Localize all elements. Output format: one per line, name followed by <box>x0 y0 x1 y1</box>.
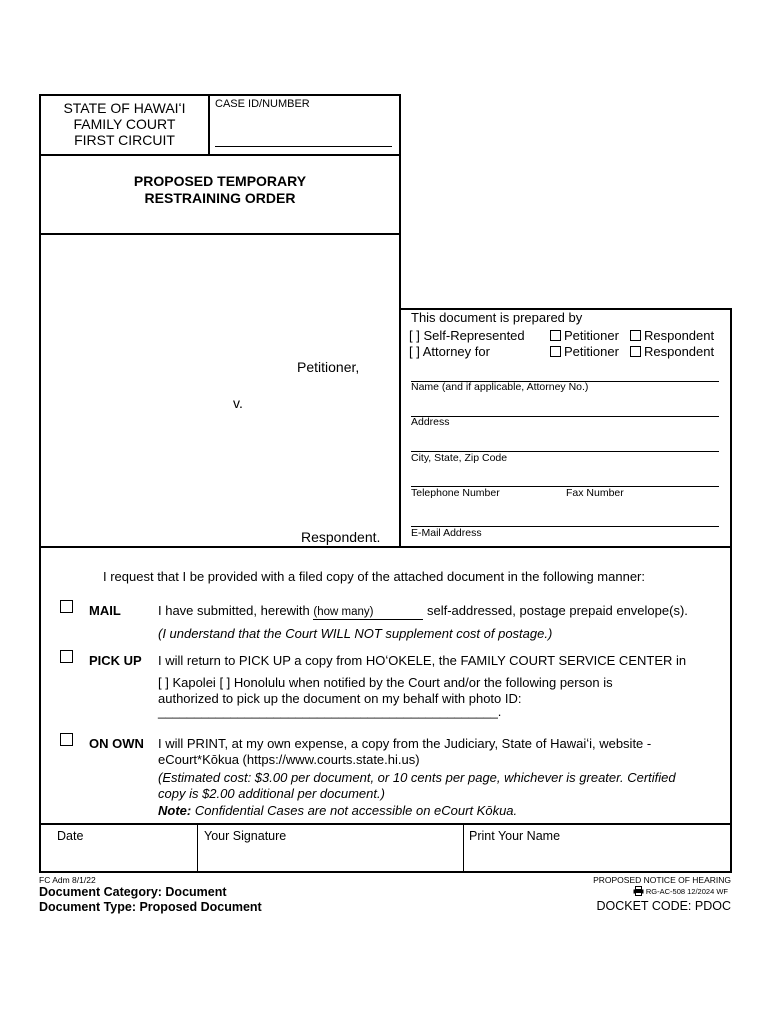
pickup-text-3: authorized to pick up the document on my behalf with photo ID: <box>158 691 522 706</box>
court-name <box>42 100 207 148</box>
title-line-2: RESTRAINING ORDER <box>144 190 296 206</box>
email-label: E-Mail Address <box>411 527 482 539</box>
address-label: Address <box>411 416 450 428</box>
case-id-label: CASE ID/NUMBER <box>215 98 310 110</box>
signature-divider-1 <box>197 824 198 873</box>
honolulu-option[interactable]: [ ] Honolulu when notified by the Court and/or the following person is <box>219 675 613 690</box>
caption-bottom-border <box>39 546 732 548</box>
note-label: Note: <box>158 803 192 818</box>
court-line-2: FAMILY COURT <box>73 116 176 132</box>
versus-label: v. <box>233 395 243 411</box>
mail-text-a: I have submitted, herewith <box>158 603 310 618</box>
attorney-respondent-label: Respondent <box>644 344 715 359</box>
notice-title: PROPOSED NOTICE OF HEARING <box>593 875 731 885</box>
on-own-checkbox[interactable] <box>60 733 73 746</box>
kapolei-option[interactable]: [ ] Kapolei <box>158 675 216 690</box>
court-line-3: FIRST CIRCUIT <box>74 132 175 148</box>
title-line-1: PROPOSED TEMPORARY <box>133 173 307 189</box>
rg-code: RG-AC-508 12/2024 WF <box>645 887 728 896</box>
attorney-respondent-option[interactable] <box>630 344 714 359</box>
how-many-input[interactable] <box>313 606 423 620</box>
header-top-border <box>39 94 401 96</box>
header-divider <box>208 94 210 155</box>
title-bottom-border <box>39 233 401 235</box>
mail-checkbox[interactable] <box>60 600 73 613</box>
self-respondent-label: Respondent <box>644 328 715 343</box>
on-own-text-4: copy is $2.00 additional per document.) <box>158 786 385 801</box>
attorney-respondent-checkbox[interactable] <box>630 346 641 357</box>
request-intro: I request that I be provided with a filed copy of the attached document in the following manner: <box>103 569 645 584</box>
court-line-1: STATE OF HAWAIʻI <box>63 100 186 116</box>
pickup-text-2 <box>158 675 613 690</box>
on-own-text-1: I will PRINT, at my own expense, a copy from the Judiciary, State of Hawaiʻi, website - <box>158 736 652 751</box>
header-right-border <box>399 94 401 309</box>
city-label: City, State, Zip Code <box>411 452 508 464</box>
mail-label: MAIL <box>89 603 121 618</box>
signature-top-border <box>39 823 732 825</box>
header-bottom-border <box>39 154 401 156</box>
rg-code-row <box>633 886 728 896</box>
outer-left-border <box>39 94 41 547</box>
phone-label: Telephone Number <box>411 487 500 499</box>
preparer-heading: This document is prepared by <box>411 310 583 325</box>
self-petitioner-checkbox[interactable] <box>550 330 561 341</box>
attorney-label: Attorney for <box>422 344 490 359</box>
on-own-text-2: eCourt*Kōkua (https://www.courts.state.hi.us) <box>158 752 420 767</box>
attorney-bracket[interactable]: [ ] <box>409 344 420 359</box>
self-petitioner-option[interactable] <box>550 328 619 343</box>
mail-text-b: self-addressed, postage prepaid envelope(s). <box>427 603 688 618</box>
pickup-person-input[interactable]: _______________________________________________. <box>158 704 502 719</box>
attorney-petitioner-checkbox[interactable] <box>550 346 561 357</box>
name-label: Name (and if applicable, Attorney No.) <box>411 381 589 393</box>
attorney-petitioner-option[interactable] <box>550 344 619 359</box>
self-represented-bracket[interactable]: [ ] <box>409 328 420 343</box>
date-field[interactable]: Date <box>57 829 84 843</box>
page-title <box>41 173 399 207</box>
on-own-label: ON OWN <box>89 736 144 751</box>
how-many-hint: (how many) <box>313 606 374 618</box>
note-text: Confidential Cases are not accessible on eCourt Kōkua. <box>194 803 518 818</box>
preparer-left-border <box>399 308 401 547</box>
signature-divider-2 <box>463 824 464 873</box>
fax-label: Fax Number <box>566 487 624 499</box>
outer-right-border <box>730 308 732 873</box>
self-petitioner-label: Petitioner <box>564 328 619 343</box>
attorney-row <box>409 344 490 359</box>
address-input[interactable] <box>411 416 719 417</box>
signature-field[interactable]: Your Signature <box>204 829 287 843</box>
printer-icon <box>633 886 644 896</box>
mail-note: (I understand that the Court WILL NOT supplement cost of postage.) <box>158 626 553 641</box>
document-type: Document Type: Proposed Document <box>39 900 262 914</box>
mail-text <box>158 603 688 620</box>
self-represented-label: Self-Represented <box>423 328 525 343</box>
on-own-text-3: (Estimated cost: $3.00 per document, or 10 cents per page, whichever is greater. Certified <box>158 770 676 785</box>
self-respondent-checkbox[interactable] <box>630 330 641 341</box>
form-bottom-border <box>39 871 732 873</box>
pickup-checkbox[interactable] <box>60 650 73 663</box>
pickup-text-1: I will return to PICK UP a copy from HOʻOKELE, the FAMILY COURT SERVICE CENTER in <box>158 653 687 668</box>
attorney-petitioner-label: Petitioner <box>564 344 619 359</box>
on-own-note <box>158 803 517 818</box>
form-id: FC Adm 8/1/22 <box>39 875 96 885</box>
docket-code: DOCKET CODE: PDOC <box>596 899 731 913</box>
respondent-label: Respondent. <box>301 529 381 545</box>
petitioner-label: Petitioner, <box>297 359 360 375</box>
self-represented-row <box>409 328 525 343</box>
pickup-label: PICK UP <box>89 653 142 668</box>
document-category: Document Category: Document <box>39 885 227 899</box>
self-respondent-option[interactable] <box>630 328 714 343</box>
print-name-field[interactable]: Print Your Name <box>469 829 561 843</box>
case-id-input[interactable] <box>215 146 392 147</box>
